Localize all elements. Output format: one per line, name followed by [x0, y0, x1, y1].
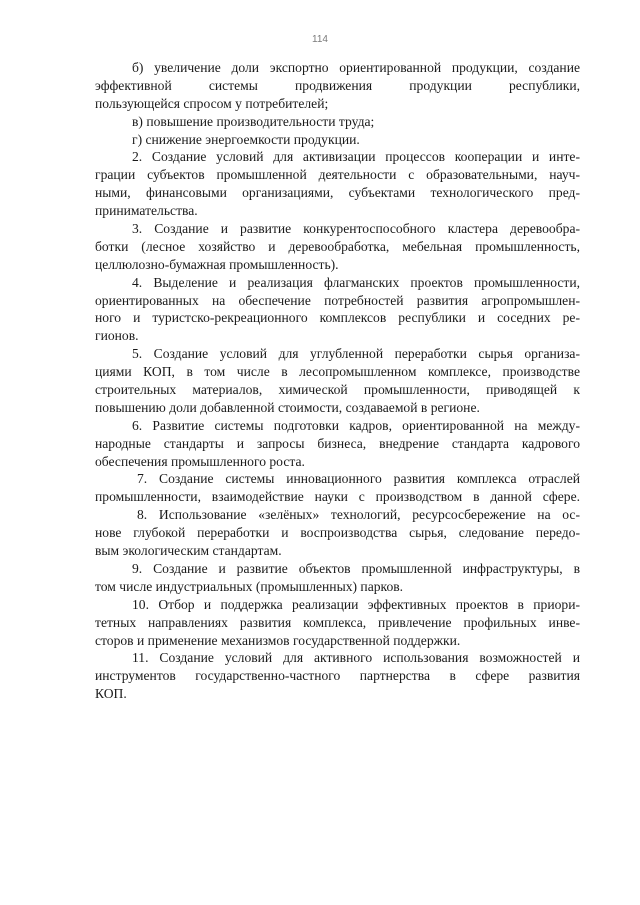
text-line: 2. Создание условий для активизации процессов кооперации и инте- [132, 149, 580, 165]
text-line: в) повышение производительности труда; [132, 113, 375, 129]
text-line: б) увеличение доли экспортно ориентированной продукции, создание [132, 60, 580, 75]
text-line: циями КОП, в том числе в лесопромышленном комплексе, производстве [95, 364, 580, 380]
text-line: сторов и применение механизмов государственной поддержки. [95, 632, 461, 648]
text-line: 9. Создание и развитие объектов промышленной инфраструктуры, в [132, 560, 580, 576]
text-line: эффективной системы продвижения продукции республики, [95, 77, 580, 93]
page-body [95, 59, 580, 703]
text-line: 4. Выделение и реализация флагманских проектов промышленности, [132, 274, 580, 290]
text-line: народные стандарты и запросы бизнеса, внедрение стандарта кадрового [95, 435, 580, 451]
text-line: нове глубокой переработки и воспроизводства сырья, следование передо- [95, 525, 580, 541]
text-line: ориентированных на обеспечение потребностей развития агропромышлен- [95, 292, 580, 308]
text-line: тетных направлениях развития комплекса, привлечение профильных инве- [95, 614, 580, 630]
text-line: 7. Создание системы инновационного развития комплекса отраслей [137, 471, 580, 487]
text-line: ными, финансовыми организациями, субъектами технологического пред- [95, 185, 580, 201]
text-line: 5. Создание условий для углубленной переработки сырья организа- [132, 346, 580, 362]
page-number: 114 [312, 34, 328, 45]
text-line: 3. Создание и развитие конкурентоспособного кластера деревообра- [132, 221, 580, 237]
text-line: ботки (лесное хозяйство и деревообработка, мебельная промышленность, [95, 238, 580, 254]
text-line: грации субъектов промышленной деятельности с образовательными, науч- [95, 167, 580, 183]
text-line: г) снижение энергоемкости продукции. [132, 131, 360, 147]
text-line: 8. Использование «зелёных» технологий, ресурсосбережение на ос- [137, 507, 580, 523]
text-line: строительных материалов, химической промышленности, приводящей к [95, 382, 580, 398]
text-line: пользующейся спросом у потребителей; [95, 95, 329, 111]
text-line: 11. Создание условий для активного использования возможностей и [132, 650, 580, 666]
text-line: целлюлозно-бумажная промышленность). [95, 256, 339, 272]
text-line: ного и туристско-рекреационного комплексов республики и соседних ре- [95, 310, 580, 326]
text-line: промышленности, взаимодействие науки с производством в данной сфере. [95, 489, 580, 505]
text-line: обеспечения промышленного роста. [95, 453, 305, 469]
text-line: 10. Отбор и поддержка реализации эффективных проектов в приори- [132, 596, 580, 612]
text-line: КОП. [95, 686, 127, 702]
text-line: принимательства. [95, 203, 198, 219]
text-line: инструментов государственно-частного партнерства в сфере развития [95, 668, 580, 684]
text-line: повышению доли добавленной стоимости, создаваемой в регионе. [95, 399, 480, 415]
text-line: том числе индустриальных (промышленных) парков. [95, 578, 404, 594]
text-line: 6. Развитие системы подготовки кадров, ориентированной на между- [132, 417, 580, 433]
text-line: вым экологическим стандартам. [95, 543, 282, 559]
text-line: гионов. [95, 328, 139, 344]
